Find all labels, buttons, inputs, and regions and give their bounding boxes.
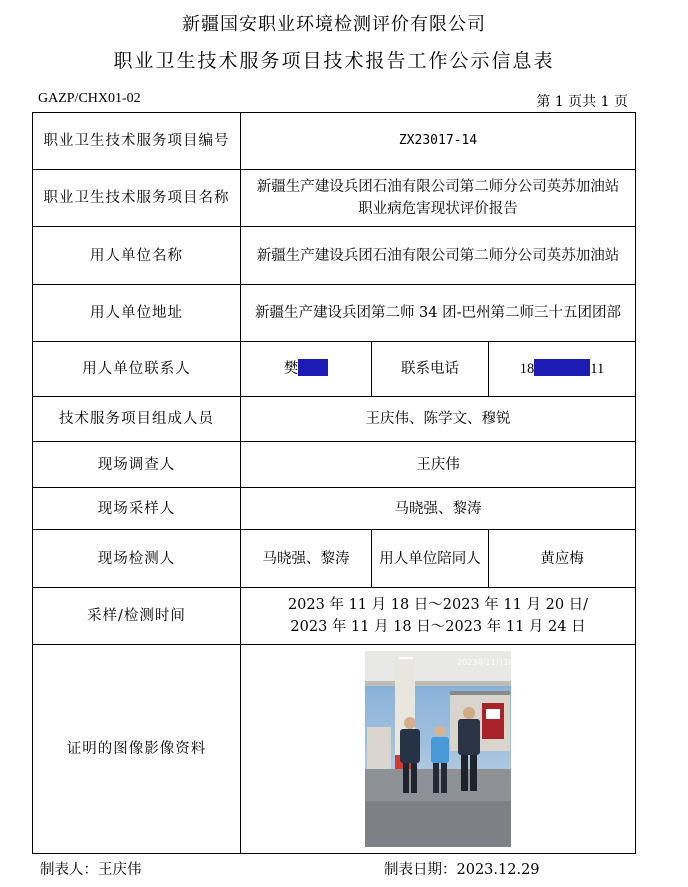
prepared-by: 制表人：王庆伟 bbox=[40, 862, 142, 878]
photo-cell bbox=[241, 645, 636, 854]
label-time: 采样/检测时间 bbox=[33, 588, 241, 645]
contact-name-visible: 樊 bbox=[283, 361, 299, 377]
label-project-name: 职业卫生技术服务项目名称 bbox=[33, 170, 241, 227]
row-project-name bbox=[33, 170, 636, 227]
row-team bbox=[33, 397, 636, 442]
value-phone bbox=[489, 342, 636, 397]
label-employer-address: 用人单位地址 bbox=[33, 285, 241, 342]
site-photo-image bbox=[365, 651, 522, 847]
row-project-no bbox=[33, 113, 636, 170]
value-employer-address: 新疆生产建设兵团第二师 34 团-巴州第二师三十五团团部 bbox=[241, 285, 636, 342]
label-accompany: 用人单位陪同人 bbox=[372, 530, 489, 588]
row-time bbox=[33, 588, 636, 645]
label-employer-name: 用人单位名称 bbox=[33, 227, 241, 285]
prepared-date: 制表日期：2023.12.29 bbox=[384, 862, 540, 878]
info-table bbox=[32, 112, 636, 854]
phone-suffix: 11 bbox=[590, 361, 605, 377]
label-phone: 联系电话 bbox=[372, 342, 489, 397]
project-name-line1: 新疆生产建设兵团石油有限公司第二师分公司英苏加油站 bbox=[256, 179, 620, 195]
row-photo bbox=[33, 645, 636, 854]
row-employer-address bbox=[33, 285, 636, 342]
value-investigator: 王庆伟 bbox=[241, 442, 636, 488]
project-name-line2: 职业病危害现状评价报告 bbox=[358, 201, 518, 217]
company-name: 新疆国安职业环境检测评价有限公司 bbox=[182, 14, 486, 35]
label-investigator: 现场调查人 bbox=[33, 442, 241, 488]
value-accompany: 黄应梅 bbox=[489, 530, 636, 588]
row-contact bbox=[33, 342, 636, 397]
label-photo: 证明的图像影像资料 bbox=[33, 645, 241, 854]
value-contact-name bbox=[241, 342, 372, 397]
label-contact: 用人单位联系人 bbox=[33, 342, 241, 397]
row-sampler bbox=[33, 488, 636, 530]
phone-prefix: 18 bbox=[519, 361, 535, 377]
time-line2: 2023 年 11 月 18 日～2023 年 11 月 24 日 bbox=[290, 619, 586, 635]
label-sampler: 现场采样人 bbox=[33, 488, 241, 530]
value-sampler: 马晓强、黎涛 bbox=[241, 488, 636, 530]
doc-code: GAZP/CHX01-02 bbox=[38, 91, 141, 106]
label-tester: 现场检测人 bbox=[33, 530, 241, 588]
page-info: 第 1 页共 1 页 bbox=[536, 94, 628, 110]
row-employer-name bbox=[33, 227, 636, 285]
value-time bbox=[241, 588, 636, 645]
row-tester bbox=[33, 530, 636, 588]
label-team: 技术服务项目组成人员 bbox=[33, 397, 241, 442]
value-tester: 马晓强、黎涛 bbox=[241, 530, 372, 588]
value-project-name bbox=[241, 170, 636, 227]
photo-timestamp: 2023年11月18日 bbox=[457, 658, 522, 667]
row-investigator bbox=[33, 442, 636, 488]
site-photo bbox=[365, 651, 522, 847]
redaction-block bbox=[534, 359, 590, 376]
value-project-no: ZX23017-14 bbox=[241, 113, 636, 170]
label-project-no: 职业卫生技术服务项目编号 bbox=[33, 113, 241, 170]
redaction-block bbox=[298, 359, 328, 376]
form-title: 职业卫生技术服务项目技术报告工作公示信息表 bbox=[113, 50, 555, 72]
value-team: 王庆伟、陈学文、穆锐 bbox=[241, 397, 636, 442]
time-line1: 2023 年 11 月 18 日～2023 年 11 月 20 日/ bbox=[287, 597, 589, 613]
value-employer-name: 新疆生产建设兵团石油有限公司第二师分公司英苏加油站 bbox=[241, 227, 636, 285]
